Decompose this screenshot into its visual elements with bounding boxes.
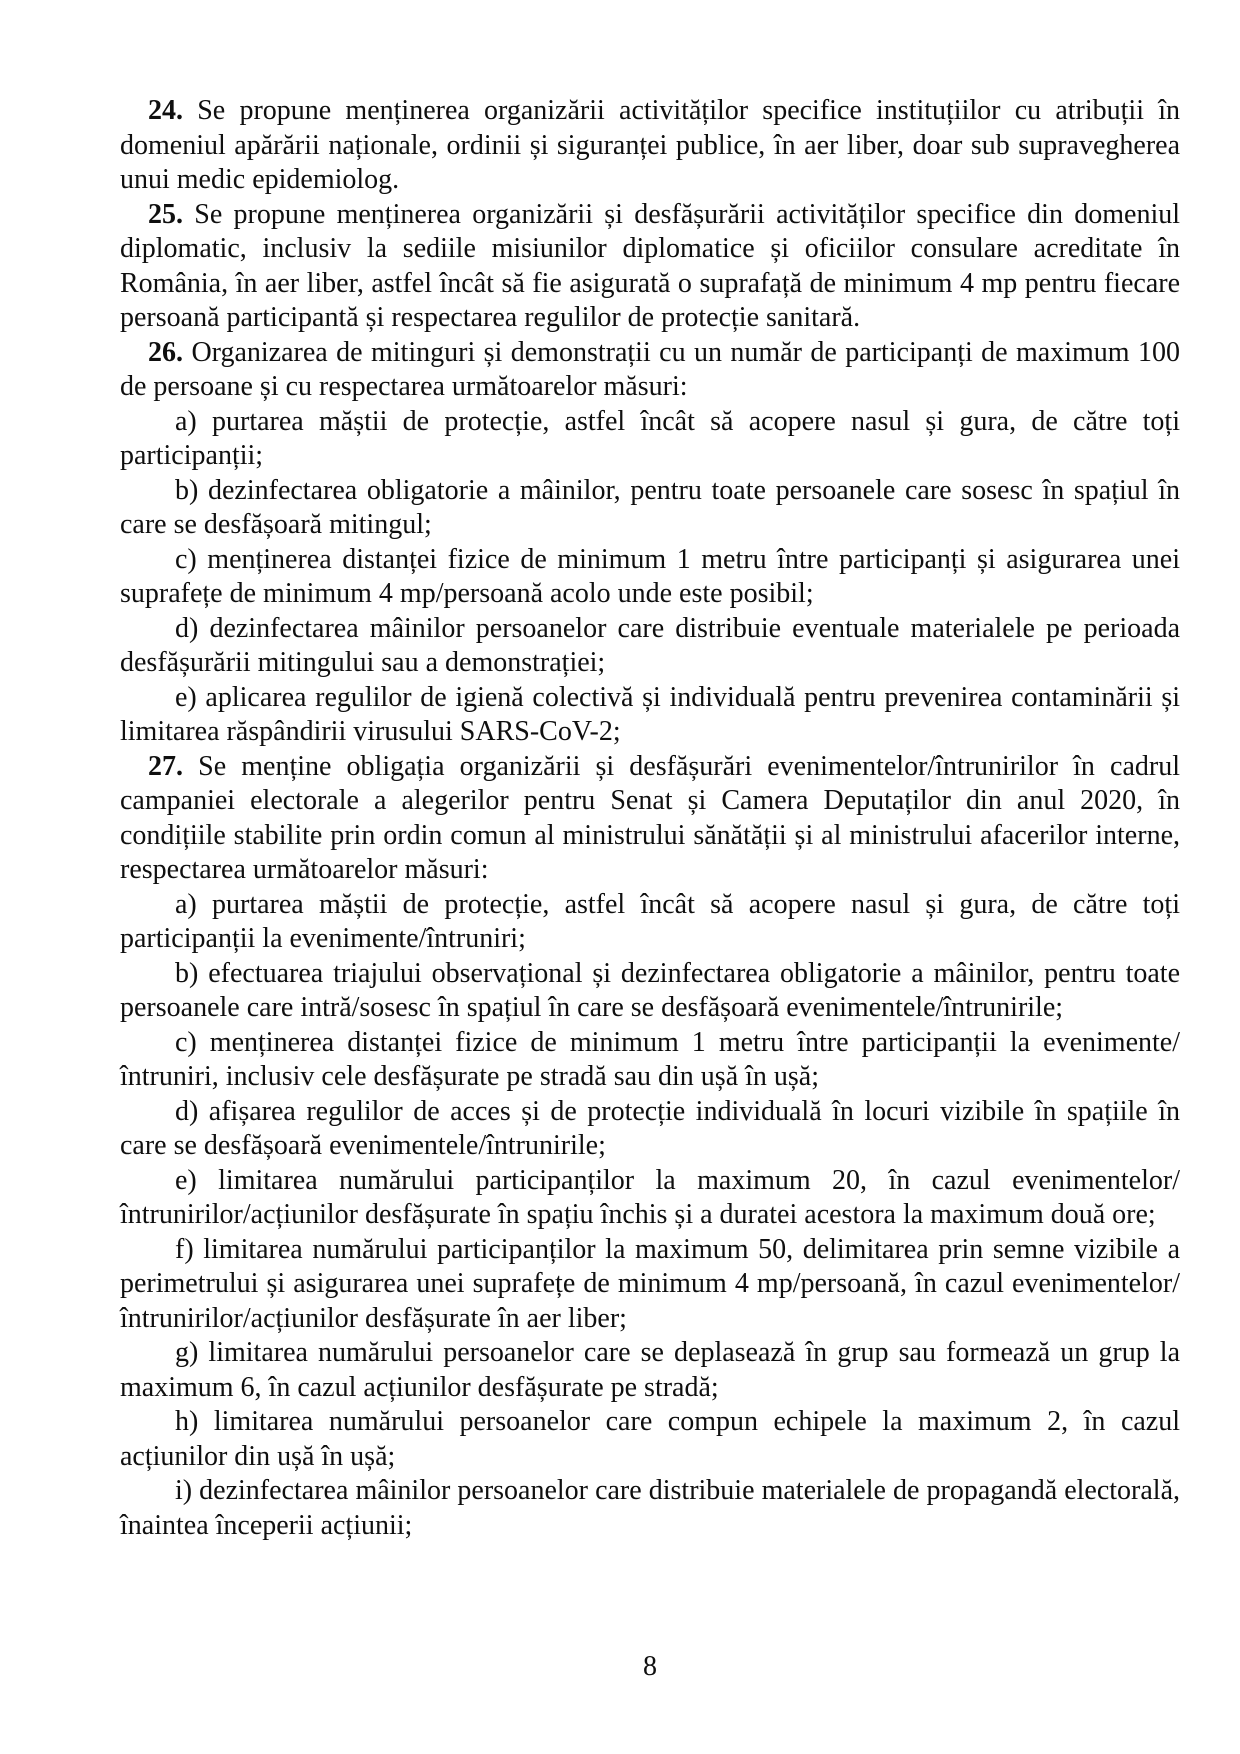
paragraph-text: c) menținerea distanței fizice de minimum 1 metru între participanți și asigurarea unei suprafețe de minimum 4 mp/persoană acolo unde este posibil;	[120, 543, 1180, 609]
paragraph-text: a) purtarea măștii de protecție, astfel încât să acopere nasul și gura, de către toți participanții;	[120, 405, 1180, 471]
paragraph	[120, 681, 1180, 750]
paragraph-text: e) limitarea numărului participanților la maximum 20, în cazul evenimentelor/întrunirilor/acțiunilor desfășurate în spațiu închis și a duratei acestora la maximum două ore;	[120, 1164, 1180, 1230]
paragraph-text: Se propune menținerea organizării activităților specifice instituțiilor cu atribuții în domeniul apărării naționale, ordinii și siguranței publice, în aer liber, doar sub supravegherea unui medic epidemiolog.	[120, 95, 1180, 195]
paragraph	[120, 1233, 1180, 1337]
paragraph-text: e) aplicarea regulilor de igienă colectivă și individuală pentru prevenirea contaminării și limitarea răspândirii virusului SARS-CoV-2;	[120, 681, 1180, 747]
paragraph	[120, 1026, 1180, 1095]
paragraph-text: b) efectuarea triajului observațional și dezinfectarea obligatorie a mâinilor, pentru toate persoanele care intră/sosesc în spațiul în care se desfășoară evenimentele/întrunirile;	[120, 957, 1180, 1023]
paragraph	[120, 1474, 1180, 1543]
paragraph-number: 24.	[148, 95, 183, 126]
paragraph	[120, 543, 1180, 612]
paragraph	[120, 1164, 1180, 1233]
paragraph-text: Organizarea de mitinguri și demonstrații cu un număr de participanți de maximum 100 de persoane și cu respectarea următoarelor măsuri:	[120, 336, 1180, 402]
page-number: 8	[643, 1651, 657, 1682]
paragraph	[120, 612, 1180, 681]
paragraph	[120, 888, 1180, 957]
paragraph-text: Se menține obligația organizării și desfășurări evenimentelor/întrunirilor în cadrul campaniei electorale a alegerilor pentru Senat și Camera Deputaților din anul 2020, în condițiile stabilite prin ordin comun al ministrului sănătății și al ministrului afacerilor interne, respectarea următoarelor măsuri:	[120, 750, 1181, 885]
paragraph-number: 27.	[148, 750, 183, 782]
paragraph	[120, 1095, 1180, 1164]
paragraph	[120, 957, 1180, 1026]
paragraph	[120, 1336, 1180, 1405]
paragraph-text: d) dezinfectarea mâinilor persoanelor care distribuie eventuale materialele pe perioada desfășurării mitingului sau a demonstrației;	[120, 612, 1180, 678]
paragraph	[120, 94, 1180, 198]
paragraph	[120, 336, 1180, 405]
paragraph	[120, 750, 1180, 888]
paragraph-text: g) limitarea numărului persoanelor care se deplasează în grup sau formează un grup la maximum 6, în cazul acțiunilor desfășurate pe stradă;	[120, 1337, 1180, 1403]
paragraph	[120, 1405, 1180, 1474]
paragraph-text: d) afișarea regulilor de acces și de protecție individuală în locuri vizibile în spațiile în care se desfășoară evenimentele/întrunirile;	[120, 1095, 1180, 1161]
paragraph	[120, 474, 1180, 543]
document-body-text	[120, 94, 1180, 1543]
paragraph-text: Se propune menținerea organizării și desfășurării activităților specifice din domeniul diplomatic, inclusiv la sediile misiunilor diplomatice și oficiilor consulare acreditate în România, în aer liber, astfel încât să fie asigurată o suprafață de minimum 4 mp pentru fiecare persoană participantă și respectarea regulilor de protecție sanitară.	[120, 198, 1180, 333]
paragraph-text: f) limitarea numărului participanților la maximum 50, delimitarea prin semne vizibile a perimetrului și asigurarea unei suprafețe de minimum 4 mp/persoană, în cazul evenimentelor/ întrunirilor/acțiunilor desfășurate în aer liber;	[120, 1233, 1180, 1334]
paragraph	[120, 198, 1180, 336]
paragraph-text: b) dezinfectarea obligatorie a mâinilor, pentru toate persoanele care sosesc în spațiul în care se desfășoară mitingul;	[120, 474, 1180, 540]
paragraph-text: i) dezinfectarea mâinilor persoanelor care distribuie materialele de propagandă electorală, înaintea începerii acțiunii;	[120, 1475, 1180, 1541]
paragraph-text: h) limitarea numărului persoanelor care compun echipele la maximum 2, în cazul acțiunilor din ușă în ușă;	[120, 1406, 1180, 1472]
paragraph-number: 25.	[148, 198, 183, 230]
paragraph	[120, 405, 1180, 474]
paragraph-number: 26.	[148, 336, 183, 368]
paragraph-text: a) purtarea măștii de protecție, astfel încât să acopere nasul și gura, de către toți participanții la evenimente/întruniri;	[120, 888, 1180, 954]
paragraph-text: c) menținerea distanței fizice de minimum 1 metru între participanții la evenimente/întruniri, inclusiv cele desfășurate pe stradă sau din ușă în ușă;	[120, 1026, 1180, 1092]
